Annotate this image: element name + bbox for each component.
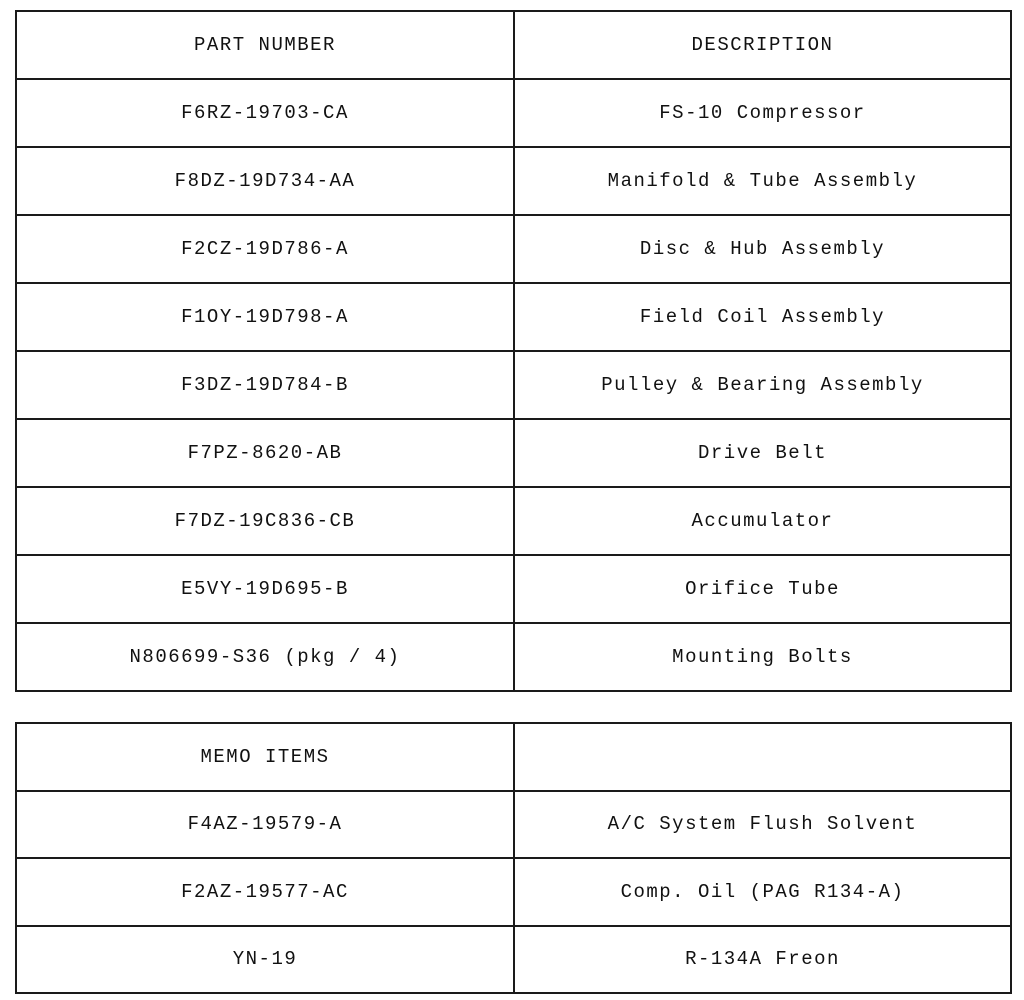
table-row <box>16 487 1011 555</box>
table-row <box>16 419 1011 487</box>
part-number-cell: F8DZ-19D734-AA <box>16 147 514 215</box>
table-row <box>16 79 1011 147</box>
memo-items-table <box>15 722 1012 994</box>
description-cell: Field Coil Assembly <box>514 283 1011 351</box>
header-row <box>16 11 1011 79</box>
parts-table <box>15 10 1012 692</box>
description-cell: Orifice Tube <box>514 555 1011 623</box>
part-number-cell: F3DZ-19D784-B <box>16 351 514 419</box>
table-row <box>16 147 1011 215</box>
description-cell: Disc & Hub Assembly <box>514 215 1011 283</box>
part-number-cell: F7PZ-8620-AB <box>16 419 514 487</box>
table-row <box>16 555 1011 623</box>
part-number-cell: YN-19 <box>16 926 514 994</box>
part-number-cell: F2CZ-19D786-A <box>16 215 514 283</box>
part-number-cell: F6RZ-19703-CA <box>16 79 514 147</box>
memo-header-row <box>16 723 1011 791</box>
part-number-cell: F2AZ-19577-AC <box>16 858 514 926</box>
description-cell: R-134A Freon <box>514 926 1011 994</box>
table-row <box>16 858 1011 926</box>
part-number-cell: F7DZ-19C836-CB <box>16 487 514 555</box>
description-cell: Manifold & Tube Assembly <box>514 147 1011 215</box>
memo-items-header: MEMO ITEMS <box>16 723 514 791</box>
description-header: DESCRIPTION <box>514 11 1011 79</box>
part-number-header: PART NUMBER <box>16 11 514 79</box>
memo-description-header <box>514 723 1011 791</box>
description-cell: Accumulator <box>514 487 1011 555</box>
table-row <box>16 283 1011 351</box>
description-cell: A/C System Flush Solvent <box>514 791 1011 859</box>
table-row <box>16 215 1011 283</box>
table-row <box>16 623 1011 691</box>
part-number-cell: E5VY-19D695-B <box>16 555 514 623</box>
table-row <box>16 926 1011 994</box>
table-row <box>16 791 1011 859</box>
description-cell: Drive Belt <box>514 419 1011 487</box>
description-cell: FS-10 Compressor <box>514 79 1011 147</box>
part-number-cell: F1OY-19D798-A <box>16 283 514 351</box>
description-cell: Mounting Bolts <box>514 623 1011 691</box>
part-number-cell: F4AZ-19579-A <box>16 791 514 859</box>
description-cell: Comp. Oil (PAG R134-A) <box>514 858 1011 926</box>
description-cell: Pulley & Bearing Assembly <box>514 351 1011 419</box>
part-number-cell: N806699-S36 (pkg / 4) <box>16 623 514 691</box>
table-row <box>16 351 1011 419</box>
